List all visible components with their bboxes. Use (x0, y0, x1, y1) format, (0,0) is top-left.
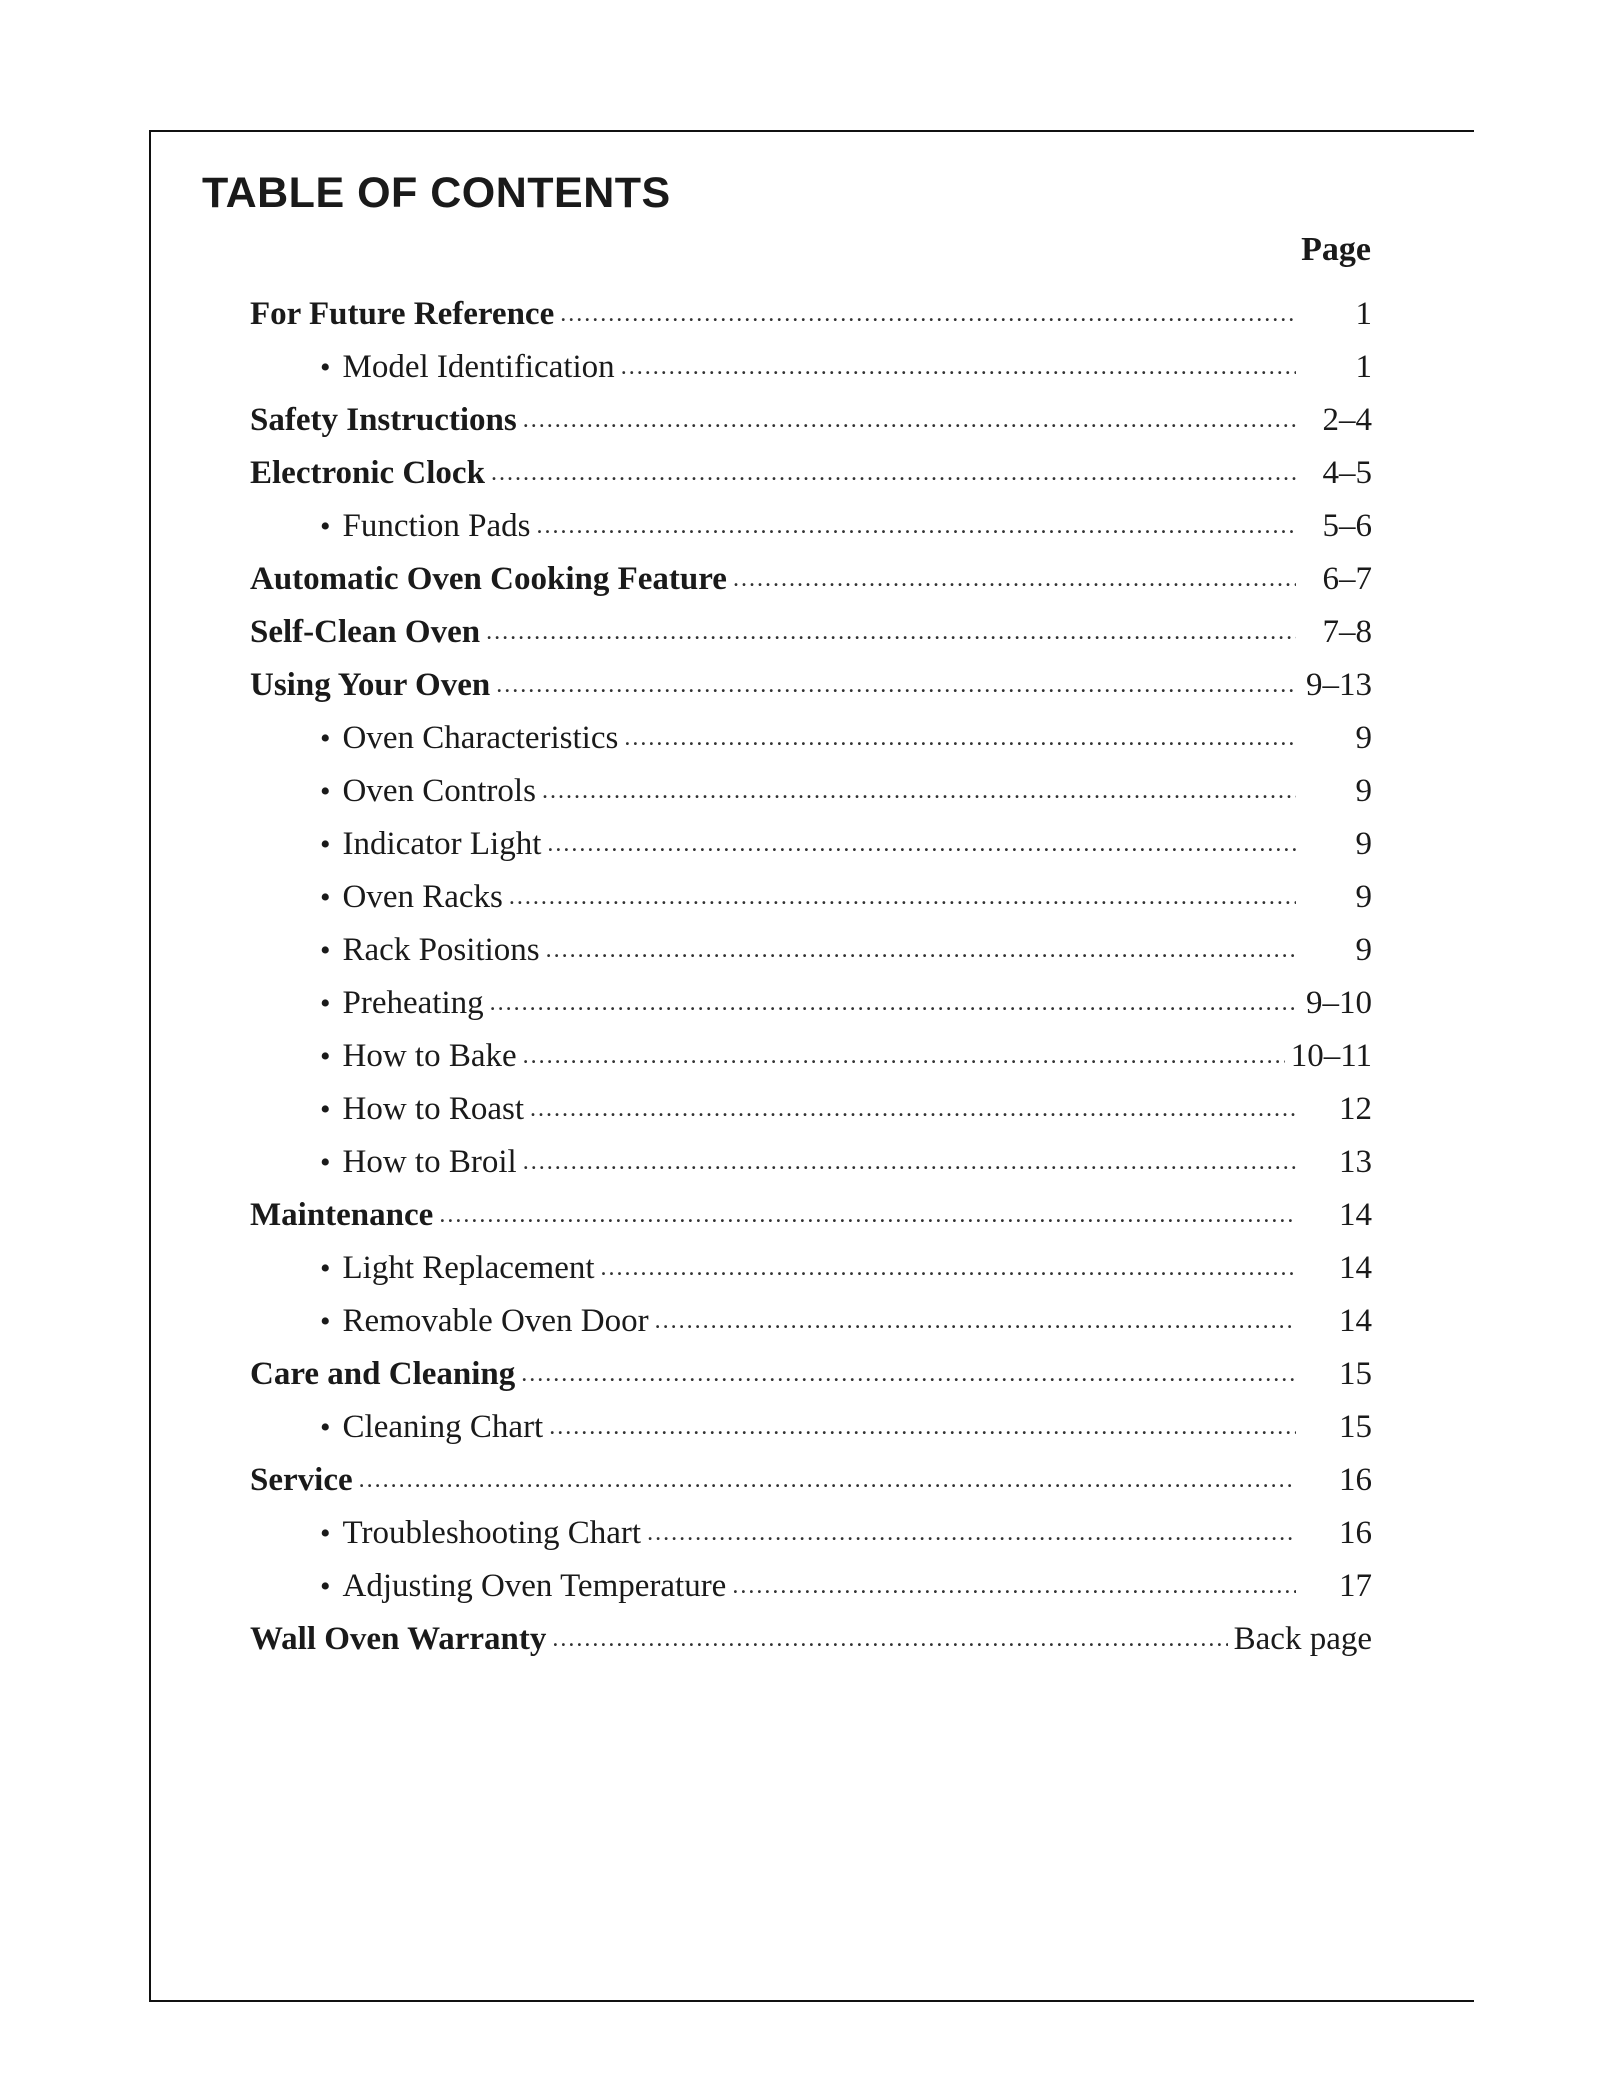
toc-entry-text: Self-Clean Oven (250, 614, 481, 650)
toc-entry-text: For Future Reference (250, 296, 555, 332)
toc-entry-page: 2–4 (1322, 402, 1372, 438)
dot-leader (509, 884, 1296, 911)
toc-entry-page: 5–6 (1322, 508, 1372, 544)
page-title: TABLE OF CONTENTS (202, 169, 671, 217)
toc-entry-text: Oven Racks (342, 879, 503, 915)
dot-leader (359, 1467, 1296, 1494)
toc-entry-label (250, 667, 490, 704)
toc-entry-page: 9–13 (1306, 667, 1372, 703)
toc-entry-page: Back page (1233, 1621, 1372, 1657)
toc-entry-page: 7–8 (1322, 614, 1372, 650)
toc-entry-page: 4–5 (1322, 455, 1372, 491)
dot-leader (490, 990, 1296, 1017)
toc-entry-label (250, 1356, 515, 1393)
toc-subsection-entry[interactable] (250, 500, 1372, 553)
toc-entry-text: Preheating (342, 985, 484, 1021)
toc-entry-text: Safety Instructions (250, 402, 517, 438)
toc-entry-text: Care and Cleaning (250, 1356, 516, 1392)
page-column-header: Page (1301, 231, 1371, 268)
toc-entry-label (320, 826, 541, 863)
toc-subsection-entry[interactable] (250, 1295, 1372, 1348)
toc-entry-page: 12 (1339, 1091, 1372, 1127)
toc-entry-label (250, 1197, 433, 1234)
dot-leader (546, 937, 1296, 964)
bullet-icon: • (320, 775, 331, 808)
toc-entry-text: Oven Characteristics (342, 720, 619, 756)
bullet-icon: • (320, 722, 331, 755)
frame-top-rule (149, 130, 1474, 132)
dot-leader (621, 354, 1296, 381)
toc-entry-page: 14 (1339, 1250, 1372, 1286)
toc-section-entry[interactable] (250, 606, 1372, 659)
bullet-icon: • (320, 987, 331, 1020)
toc-entry-text: Oven Controls (342, 773, 536, 809)
toc-entry-label (320, 1568, 726, 1605)
toc-subsection-entry[interactable] (250, 341, 1372, 394)
toc-entry-label (320, 1144, 517, 1181)
frame-left-rule (149, 130, 151, 2000)
toc-entry-label (320, 720, 618, 757)
dot-leader (536, 513, 1296, 540)
toc-entry-label (250, 1621, 546, 1658)
bullet-icon: • (320, 510, 331, 543)
toc-subsection-entry[interactable] (250, 924, 1372, 977)
toc-subsection-entry[interactable] (250, 1083, 1372, 1136)
frame-bottom-rule (149, 2000, 1474, 2002)
toc-entry-label (320, 508, 530, 545)
dot-leader (521, 1361, 1296, 1388)
dot-leader (491, 460, 1296, 487)
toc-entry-label (250, 614, 480, 651)
toc-entry-label (250, 561, 727, 598)
toc-entry-page: 1 (1355, 349, 1372, 385)
toc-entry-label (320, 879, 503, 916)
toc-entry-page: 16 (1339, 1462, 1372, 1498)
toc-entry-page: 15 (1339, 1356, 1372, 1392)
dot-leader (439, 1202, 1296, 1229)
toc-section-entry[interactable] (250, 659, 1372, 712)
toc-entry-label (320, 1091, 524, 1128)
toc-subsection-entry[interactable] (250, 712, 1372, 765)
dot-leader (523, 1149, 1296, 1176)
bullet-icon: • (320, 934, 331, 967)
toc-entry-label (250, 402, 517, 439)
toc-entry-text: How to Roast (342, 1091, 525, 1127)
toc-entry-page: 9 (1355, 773, 1372, 809)
toc-section-entry[interactable] (250, 1454, 1372, 1507)
bullet-icon: • (320, 1305, 331, 1338)
toc-subsection-entry[interactable] (250, 765, 1372, 818)
toc-entry-text: Troubleshooting Chart (342, 1515, 642, 1551)
toc-entry-page: 14 (1339, 1303, 1372, 1339)
dot-leader (542, 778, 1296, 805)
dot-leader (560, 301, 1296, 328)
bullet-icon: • (320, 1570, 331, 1603)
toc-entry-text: How to Bake (342, 1038, 517, 1074)
bullet-icon: • (320, 1252, 331, 1285)
dot-leader (552, 1626, 1227, 1653)
dot-leader (486, 619, 1296, 646)
toc-entry-label (250, 455, 485, 492)
toc-subsection-entry[interactable] (250, 1507, 1372, 1560)
bullet-icon: • (320, 881, 331, 914)
toc-section-entry[interactable] (250, 288, 1372, 341)
toc-entry-text: Indicator Light (342, 826, 542, 862)
bullet-icon: • (320, 1040, 331, 1073)
bullet-icon: • (320, 828, 331, 861)
toc-entry-page: 9 (1355, 879, 1372, 915)
toc-section-entry[interactable] (250, 447, 1372, 500)
bullet-icon: • (320, 1517, 331, 1550)
toc-entry-text: Rack Positions (342, 932, 540, 968)
toc-entry-text: Cleaning Chart (342, 1409, 544, 1445)
toc-subsection-entry[interactable] (250, 1242, 1372, 1295)
toc-section-entry[interactable] (250, 1613, 1372, 1666)
toc-entry-page: 9–10 (1306, 985, 1372, 1021)
dot-leader (496, 672, 1296, 699)
bullet-icon: • (320, 351, 331, 384)
bullet-icon: • (320, 1146, 331, 1179)
toc-subsection-entry[interactable] (250, 977, 1372, 1030)
toc-entry-label (320, 1038, 517, 1075)
toc-section-entry[interactable] (250, 394, 1372, 447)
toc-section-entry[interactable] (250, 1189, 1372, 1242)
toc-entry-page: 15 (1339, 1409, 1372, 1445)
dot-leader (624, 725, 1296, 752)
toc-entry-page: 10–11 (1290, 1038, 1372, 1074)
toc-entry-page: 6–7 (1322, 561, 1372, 597)
toc-entry-label (320, 1250, 595, 1287)
toc-entry-text: How to Broil (342, 1144, 517, 1180)
bullet-icon: • (320, 1411, 331, 1444)
toc-entry-text: Wall Oven Warranty (250, 1621, 547, 1657)
toc-entry-label (250, 296, 554, 333)
toc-subsection-entry[interactable] (250, 818, 1372, 871)
toc-list (250, 288, 1372, 1666)
toc-entry-label (320, 1303, 649, 1340)
toc-entry-label (320, 1515, 641, 1552)
toc-entry-page: 9 (1355, 932, 1372, 968)
toc-entry-label (320, 349, 615, 386)
dot-leader (547, 831, 1296, 858)
toc-entry-page: 9 (1355, 720, 1372, 756)
toc-entry-page: 14 (1339, 1197, 1372, 1233)
dot-leader (523, 407, 1296, 434)
dot-leader (732, 1573, 1296, 1600)
toc-entry-label (320, 1409, 543, 1446)
toc-section-entry[interactable] (250, 1348, 1372, 1401)
dot-leader (530, 1096, 1296, 1123)
toc-subsection-entry[interactable] (250, 1136, 1372, 1189)
toc-entry-page: 13 (1339, 1144, 1372, 1180)
toc-entry-label (320, 932, 540, 969)
toc-entry-page: 17 (1339, 1568, 1372, 1604)
toc-entry-page: 16 (1339, 1515, 1372, 1551)
dot-leader (733, 566, 1296, 593)
toc-entry-text: Model Identification (342, 349, 615, 385)
toc-entry-text: Maintenance (250, 1197, 434, 1233)
toc-entry-text: Adjusting Oven Temperature (342, 1568, 727, 1604)
toc-entry-text: Electronic Clock (250, 455, 485, 491)
toc-entry-text: Automatic Oven Cooking Feature (250, 561, 727, 597)
toc-entry-text: Light Replacement (342, 1250, 595, 1286)
dot-leader (523, 1043, 1285, 1070)
toc-entry-text: Service (250, 1462, 353, 1498)
toc-entry-text: Using Your Oven (250, 667, 491, 703)
toc-subsection-entry[interactable] (250, 1401, 1372, 1454)
toc-entry-label (250, 1462, 353, 1499)
toc-subsection-entry[interactable] (250, 871, 1372, 924)
dot-leader (647, 1520, 1296, 1547)
dot-leader (655, 1308, 1296, 1335)
toc-entry-page: 1 (1355, 296, 1372, 332)
toc-subsection-entry[interactable] (250, 1560, 1372, 1613)
toc-subsection-entry[interactable] (250, 1030, 1372, 1083)
toc-section-entry[interactable] (250, 553, 1372, 606)
dot-leader (601, 1255, 1296, 1282)
toc-entry-text: Function Pads (342, 508, 531, 544)
toc-entry-page: 9 (1355, 826, 1372, 862)
bullet-icon: • (320, 1093, 331, 1126)
dot-leader (549, 1414, 1296, 1441)
toc-entry-text: Removable Oven Door (342, 1303, 649, 1339)
toc-entry-label (320, 773, 536, 810)
toc-entry-label (320, 985, 484, 1022)
